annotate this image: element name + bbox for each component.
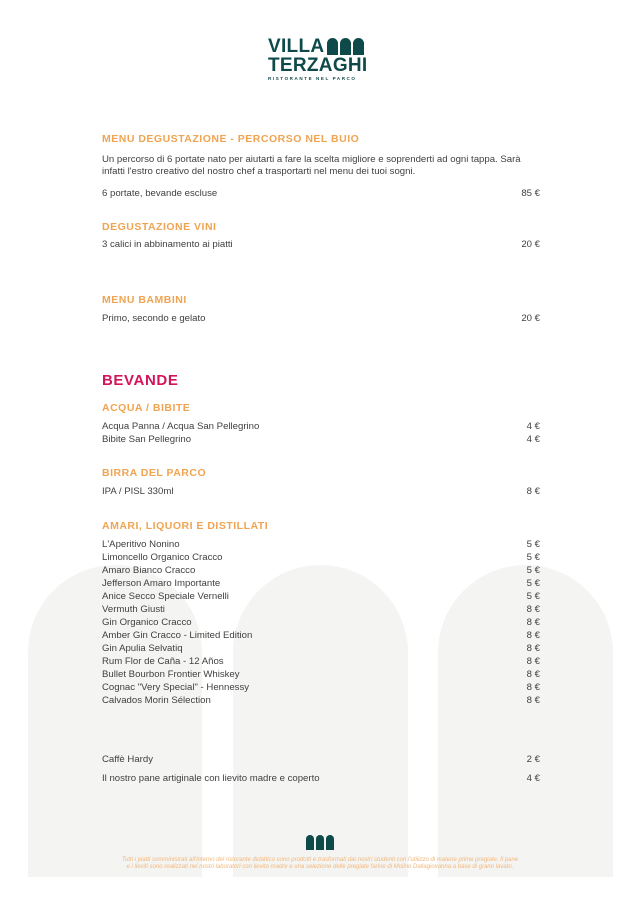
acqua-list [102,420,540,446]
menu-item [102,681,540,694]
item-name: Cognac "Very Special" - Hennessy [102,682,250,693]
menu-item [102,668,540,681]
item-price: 85 € [521,188,540,199]
item-name: Bullet Bourbon Frontier Whiskey [102,669,240,680]
item-price: 8 € [526,643,540,654]
item-name: 3 calici in abbinamento ai piatti [102,239,233,250]
degustazione-description: Un percorso di 6 portate nato per aiutarti a fare la scelta migliore e soprenderti ad ogni tappa. Sarà infatti l'estro creativo del nostro chef a trasportarti nel menu dei tuoi sogni. [102,154,521,177]
item-name: Limoncello Organico Cracco [102,552,223,563]
item-name: 6 portate, bevande escluse [102,188,218,199]
menu-item [102,433,540,446]
footer-arches-icon [306,835,334,850]
section-title-amari: AMARI, LIQUORI E DISTILLATI [102,520,269,532]
menu-item [102,187,540,200]
menu-item [102,694,540,707]
section-title-birra: BIRRA DEL PARCO [102,467,207,479]
logo-line2: TERZAGHI [268,55,368,76]
menu-item [102,629,540,642]
item-price: 8 € [526,656,540,667]
item-name: Acqua Panna / Acqua San Pellegrino [102,421,260,432]
menu-item [102,238,540,251]
item-name: Vermuth Giusti [102,604,165,615]
item-price: 5 € [526,591,540,602]
item-price: 2 € [526,754,540,765]
section-title-vini: DEGUSTAZIONE VINI [102,221,217,233]
menu-item [102,616,540,629]
item-price: 8 € [526,695,540,706]
item-price: 8 € [526,630,540,641]
item-price: 5 € [526,539,540,550]
logo-line1: VILLA [268,36,325,57]
amari-list [102,538,540,707]
menu-item [102,312,540,325]
item-price: 5 € [526,565,540,576]
item-name: Amber Gin Cracco - Limited Edition [102,630,253,641]
item-price: 8 € [526,617,540,628]
item-price: 5 € [526,552,540,563]
section-title-degustazione: MENU DEGUSTAZIONE - PERCORSO NEL BUIO [102,133,360,145]
menu-item [102,420,540,433]
item-price: 5 € [526,578,540,589]
logo [268,38,368,81]
footer-note: Tutti i piatti somministrati all'interno del ristorante didattico sono prodotti e trasformati dai nostri studenti con l'utilizzo di materie prime pregiate. Il pane e i lieviti sono realizzati nei nostri laboratori con lievito madre e una selezione delle pregiate farine di Molino Dallagiovanna a base di grano lavato. [121,857,519,870]
item-name: Jefferson Amaro Importante [102,578,221,589]
menu-item [102,577,540,590]
section-title-acqua: ACQUA / BIBITE [102,402,191,414]
item-name: Bibite San Pellegrino [102,434,192,445]
menu-item [102,642,540,655]
item-price: 4 € [526,421,540,432]
item-name: Il nostro pane artiginale con lievito madre e coperto [102,773,320,784]
item-price: 8 € [526,486,540,497]
item-name: Rum Flor de Caña - 12 Años [102,656,224,667]
menu-item [102,485,540,498]
menu-item [102,603,540,616]
item-price: 4 € [526,434,540,445]
section-title-bambini: MENU BAMBINI [102,294,187,306]
item-name: Caffè Hardy [102,754,154,765]
logo-tagline: RISTORANTE NEL PARCO [268,76,357,81]
item-name: Calvados Morin Sélection [102,695,211,706]
menu-item [102,753,540,766]
menu-item [102,551,540,564]
menu-item [102,590,540,603]
item-name: Amaro Bianco Cracco [102,565,196,576]
item-name: Gin Apulia Selvatiq [102,643,183,654]
arches-icon [327,38,364,55]
item-price: 8 € [526,669,540,680]
section-title-bevande: BEVANDE [102,372,179,389]
menu-item [102,538,540,551]
item-price: 20 € [521,313,540,324]
menu-item [102,772,540,785]
item-price: 4 € [526,773,540,784]
item-name: Anice Secco Speciale Vernelli [102,591,229,602]
item-price: 8 € [526,682,540,693]
item-name: IPA / PISL 330ml [102,486,174,497]
menu-item [102,564,540,577]
menu-item [102,655,540,668]
item-name: L'Aperitivo Nonino [102,539,180,550]
item-price: 8 € [526,604,540,615]
item-price: 20 € [521,239,540,250]
item-name: Primo, secondo e gelato [102,313,206,324]
item-name: Gin Organico Cracco [102,617,192,628]
